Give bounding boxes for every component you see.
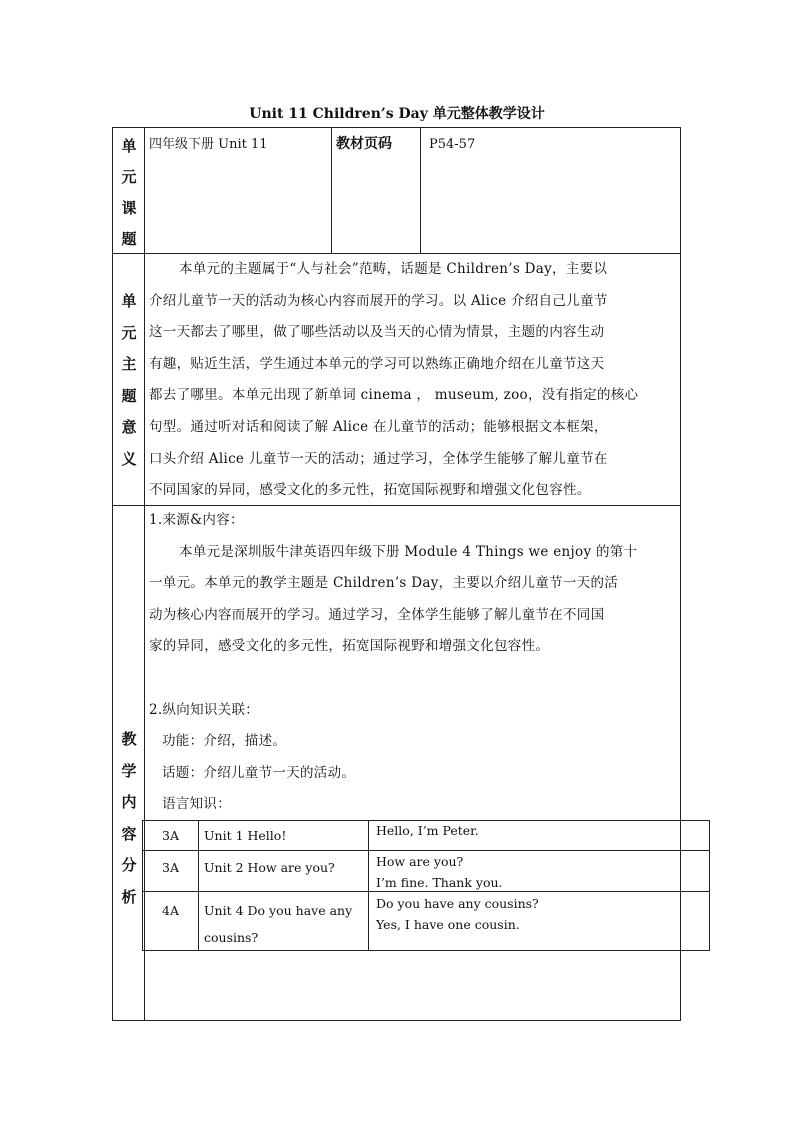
- kt-sentence: I’m fine. Thank you.: [376, 875, 503, 890]
- kt-sentence: How are you?: [376, 854, 464, 869]
- paragraph-line: 不同国家的异同，感受文化的多元性，拓宽国际视野和增强文化包容性。: [149, 482, 591, 499]
- label-char: 教: [121, 730, 137, 748]
- kt-unit: Unit 4 Do you have any: [204, 903, 353, 918]
- paragraph-line: 句型。通过听对话和阅读了解 Alice 在儿童节的活动；能够根据文本框架，: [149, 418, 608, 435]
- row1-divider-b: [420, 127, 421, 254]
- kt-border-right: [709, 820, 710, 951]
- paragraph-line: 介绍儿童节一天的活动为核心内容而展开的学习。以 Alice 介绍自己儿童节: [149, 292, 608, 309]
- label-char: 义: [121, 449, 137, 468]
- kt-unit-cont: cousins?: [204, 930, 259, 945]
- paragraph-line: 一单元。本单元的教学主题是 Children’s Day，主要以介绍儿童节一天的活: [149, 575, 619, 592]
- row3-label: [114, 724, 144, 914]
- kt-grade: 3A: [162, 860, 179, 875]
- function-line: 功能：介绍，描述。: [162, 733, 287, 750]
- label-char: 题: [121, 230, 137, 248]
- kt-border-left: [142, 820, 143, 951]
- label-char: 析: [121, 887, 137, 906]
- paragraph-line: 有趣，贴近生活，学生通过本单元的学习可以熟练正确地介绍在儿童节这天: [149, 355, 605, 372]
- paragraph-line: 口头介绍 Alice 儿童节一天的活动；通过学习，全体学生能够了解儿童节在: [149, 450, 608, 467]
- unit-design-table: [112, 127, 681, 1021]
- content-analysis-section: [149, 505, 677, 821]
- label-char: 学: [121, 761, 137, 780]
- kt-unit: Unit 2 How are you?: [204, 860, 335, 875]
- paragraph-line: 本单元的主题属于“人与社会”范畴，话题是 Children’s Day，主要以: [179, 261, 608, 277]
- table-border-left: [112, 127, 113, 1021]
- kt-border-bottom: [142, 950, 710, 951]
- kt-sentence: Do you have any cousins?: [376, 896, 539, 911]
- row1-divider-a: [331, 127, 332, 254]
- paragraph-line: 这一天都去了哪里，做了哪些活动以及当天的心情为情景，主题的内容生动: [149, 324, 605, 341]
- kt-grade: 4A: [162, 903, 179, 918]
- paragraph-line: 都去了哪里。本单元出现了新单词 cinema ， museum, zoo，没有指定的核心: [149, 387, 639, 404]
- paragraph-line: 本单元是深圳版牛津英语四年级下册 Module 4 Things we enjoy 的第十: [179, 543, 638, 560]
- kt-sentence: Hello, I’m Peter.: [376, 823, 479, 838]
- label-char: 意: [121, 418, 137, 437]
- paragraph-line: 动为核心内容而展开的学习。通过学习，全体学生能够了解儿童节在不同国: [149, 606, 605, 623]
- theme-significance-paragraph: [149, 254, 677, 507]
- label-char: 元: [121, 168, 137, 186]
- grade-unit-text: 四年级下册 Unit 11: [149, 137, 268, 152]
- label-char: 课: [121, 199, 137, 217]
- section1-heading: 1.来源&内容：: [149, 512, 244, 528]
- kt-col-divider: [198, 820, 199, 951]
- knowledge-table: [142, 820, 710, 951]
- label-char: 元: [121, 323, 137, 342]
- label-char: 单: [121, 137, 137, 155]
- paragraph-line: 家的异同，感受文化的多元性，拓宽国际视野和增强文化包容性。: [149, 638, 550, 655]
- row2-label: [114, 286, 144, 476]
- label-char: 分: [121, 856, 137, 875]
- label-char: 内: [121, 793, 137, 812]
- label-char: 单: [121, 292, 137, 310]
- language-line: 语言知识：: [162, 796, 231, 813]
- pages-value: P54-57: [429, 137, 476, 152]
- pages-label: 教材页码: [336, 136, 392, 152]
- kt-sentence: Yes, I have one cousin.: [376, 917, 520, 932]
- table-border-top: [112, 127, 681, 128]
- row1-label: [114, 131, 144, 255]
- table-border-bottom: [112, 1020, 681, 1021]
- kt-col-divider: [368, 820, 369, 951]
- kt-grade: 3A: [162, 828, 179, 843]
- blank-line: [149, 663, 677, 695]
- label-char: 容: [121, 824, 137, 843]
- kt-unit: Unit 1 Hello!: [204, 828, 287, 843]
- section2-heading: 2.纵向知识关联：: [149, 701, 260, 718]
- topic-line: 话题：介绍儿童节一天的活动。: [162, 764, 356, 781]
- document-title: Unit 11 Children’s Day 单元整体教学设计: [249, 106, 545, 122]
- label-char: 主: [121, 355, 137, 374]
- label-char: 题: [121, 386, 137, 405]
